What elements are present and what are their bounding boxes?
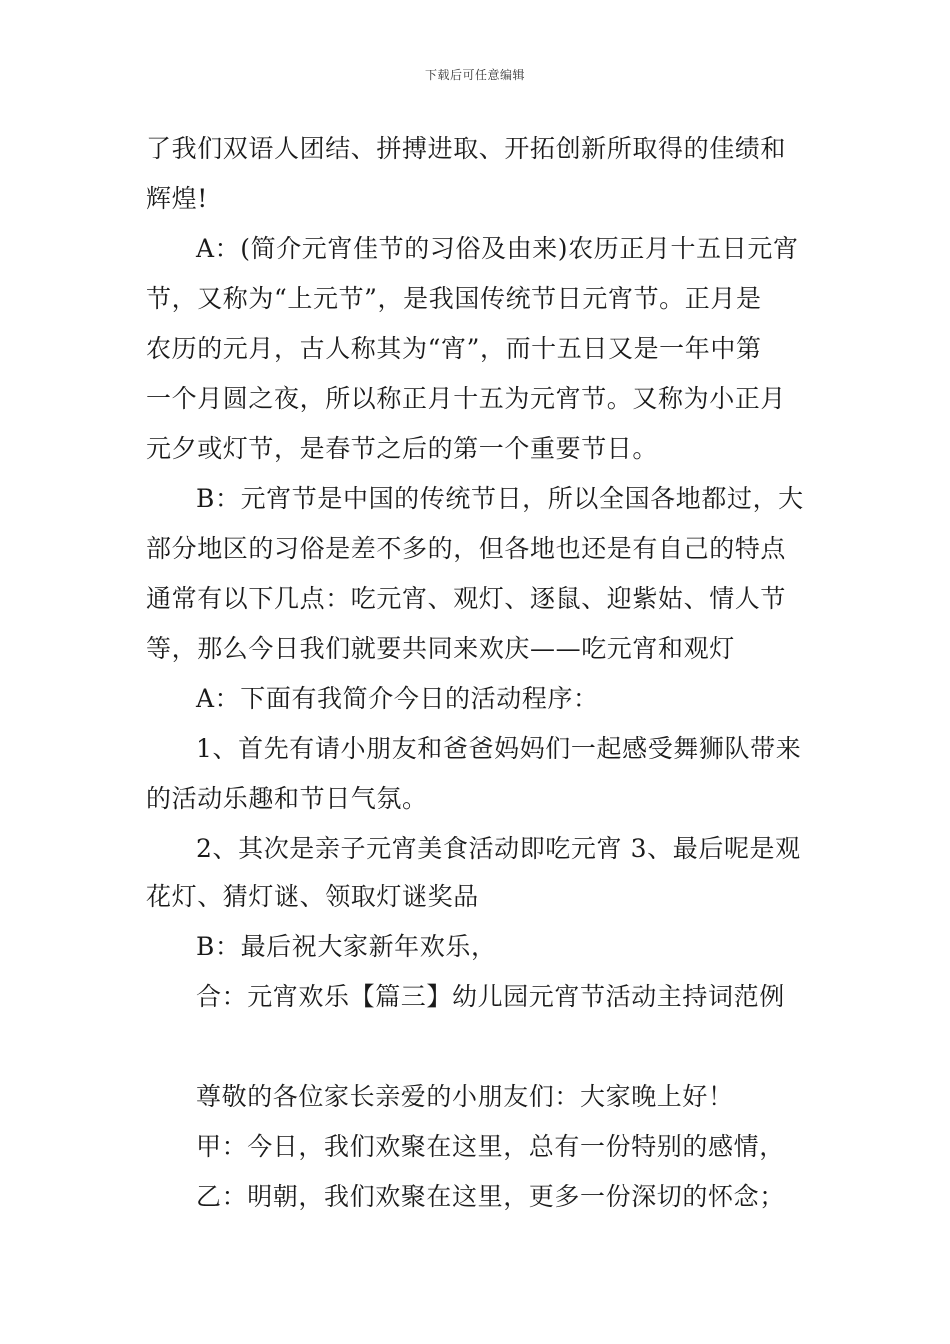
paragraph-line: A：(简介元宵佳节的习俗及由来)农历正月十五日元宵 — [196, 234, 799, 263]
paragraph-line: 辉煌! — [146, 184, 208, 213]
paragraph-line: 尊敬的各位家长亲爱的小朋友们：大家晚上好！ — [196, 1082, 734, 1111]
paragraph-line: B：元宵节是中国的传统节日，所以全国各地都过，大 — [196, 484, 804, 513]
paragraph-line: 通常有以下几点：吃元宵、观灯、逐鼠、迎紫姑、情人节 — [146, 584, 787, 613]
paragraph-line: A：下面有我简介今日的活动程序： — [196, 684, 599, 713]
paragraph-line: B：最后祝大家新年欢乐， — [196, 932, 497, 961]
paragraph-line: 部分地区的习俗是差不多的，但各地也还是有自己的特点 — [146, 534, 787, 563]
paragraph-line: 的活动乐趣和节日气氛。 — [146, 784, 428, 813]
paragraph-line: 节，又称为“上元节”，是我国传统节日元宵节。正月是 — [146, 284, 762, 313]
paragraph-line: 乙：明朝，我们欢聚在这里，更多一份深切的怀念； — [196, 1182, 785, 1211]
paragraph-line: 2、其次是亲子元宵美食活动即吃元宵 3、最后呢是观 — [196, 834, 801, 863]
paragraph-line: 元夕或灯节，是春节之后的第一个重要节日。 — [146, 434, 659, 463]
paragraph-line: 甲：今日，我们欢聚在这里，总有一份特别的感情， — [196, 1132, 785, 1161]
paragraph-line: 等，那么今日我们就要共同来欢庆——吃元宵和观灯 — [146, 634, 735, 663]
paragraph-line: 一个月圆之夜，所以称正月十五为元宵节。又称为小正月 — [146, 384, 787, 413]
paragraph-line: 农历的元月，古人称其为“宵”，而十五日又是一年中第 — [146, 334, 762, 363]
paragraph-line: 合：元宵欢乐【篇三】幼儿园元宵节活动主持词范例 — [196, 982, 785, 1011]
page-header: 下载后可任意编辑 — [424, 68, 525, 82]
paragraph-line: 花灯、猜灯谜、领取灯谜奖品 — [146, 882, 479, 911]
paragraph-line: 1、首先有请小朋友和爸爸妈妈们一起感受舞狮队带来 — [196, 734, 802, 763]
paragraph-line: 了我们双语人团结、拼搏进取、开拓创新所取得的佳绩和 — [146, 134, 787, 163]
